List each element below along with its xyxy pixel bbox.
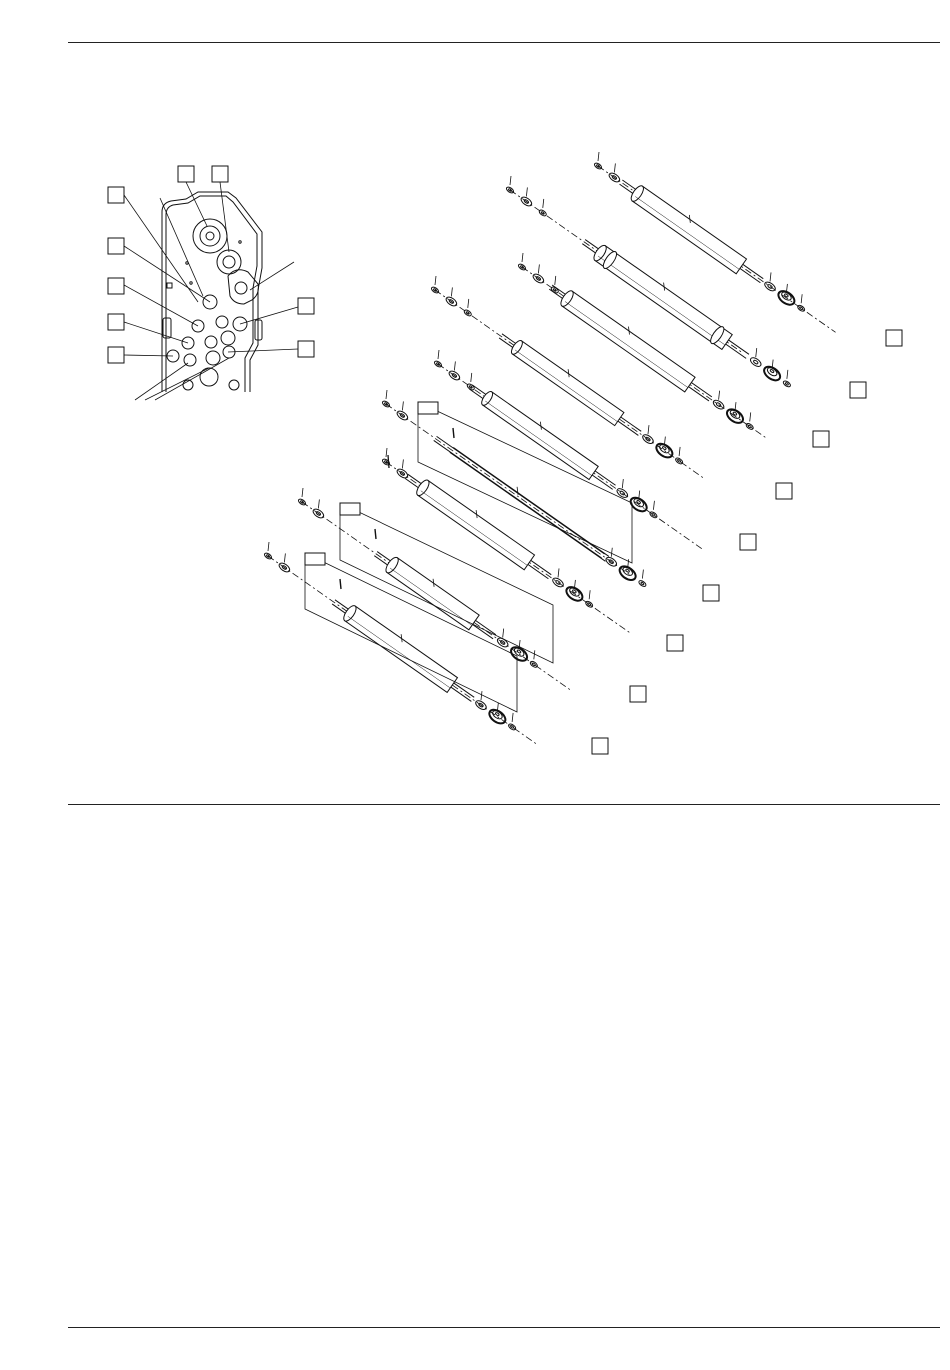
frame-dot-2 xyxy=(190,282,192,284)
roller-8-roller-body-highlight xyxy=(390,568,472,625)
roller-5-leader-a xyxy=(438,350,439,359)
roller-8-leader-f xyxy=(534,650,535,659)
parallel-pin xyxy=(388,455,389,468)
roller-5-roller-body xyxy=(483,392,599,480)
roller-6-leader-a xyxy=(386,390,387,399)
roller-6-e-ring-right xyxy=(638,579,647,587)
roller-4-drive-gear-bore xyxy=(662,446,666,450)
roller-6-callout-box xyxy=(703,585,719,601)
frame-outline xyxy=(162,192,262,392)
roller-4-callout-box xyxy=(776,483,792,499)
roller-8-leader-a xyxy=(302,488,303,497)
frame-gear-upper-hub xyxy=(206,232,214,240)
kit-2-pin xyxy=(375,529,376,539)
kit-3-pin xyxy=(340,579,341,589)
frame-callout-box-2 xyxy=(212,166,228,182)
roller-3-collar-left-hole xyxy=(553,288,557,291)
roller-3-leader-d xyxy=(719,391,720,400)
roller-8-e-ring-right xyxy=(529,660,538,668)
roller-2-e-ring-right-hole xyxy=(785,382,789,385)
roller-2-leader-b xyxy=(526,187,527,196)
frame-callout-box-8 xyxy=(298,298,314,314)
frame-callout-box-5 xyxy=(108,278,124,294)
roller-2-leader-c xyxy=(543,199,544,208)
roller-1-leader-f xyxy=(801,294,802,303)
roller-4-roller-body xyxy=(512,341,624,426)
roller-6-e-ring-right-hole xyxy=(641,582,645,585)
roller-4-leader-a xyxy=(435,276,436,285)
roller-9-leader-d xyxy=(481,691,482,700)
roller-8-e-ring-right-hole xyxy=(532,663,536,666)
roller-4-leader-c xyxy=(468,299,469,308)
roller-4-roller-body-highlight xyxy=(515,350,617,422)
frame-gear-middle-inner xyxy=(223,256,235,268)
roller-9-roller-body-highlight xyxy=(348,616,450,688)
roller-6-leader-d xyxy=(611,548,612,557)
frame-callout-box-3 xyxy=(108,187,124,203)
frame-square-hole xyxy=(167,283,172,288)
roller-7-roller-body xyxy=(418,480,535,569)
roller-5-roller-body-highlight xyxy=(485,401,591,476)
roller-4-collar-left xyxy=(463,309,472,317)
roller-2-e-ring-right xyxy=(782,380,791,388)
roller-2-leader-d xyxy=(756,348,757,357)
roller-5-e-ring-right-hole xyxy=(652,513,656,516)
frame-leader-lines xyxy=(124,182,298,400)
roller-5-e-ring-right xyxy=(649,511,658,519)
roller-2-callout-box xyxy=(850,382,866,398)
roller-9-leader-f xyxy=(512,713,513,722)
roller-1-callout-box xyxy=(886,330,902,346)
roller-5-leader-d xyxy=(622,479,623,488)
frame-lever xyxy=(228,270,258,304)
roller-1-roller-body-highlight xyxy=(635,196,739,269)
roller-5-leader-b xyxy=(454,361,455,370)
roller-7-leader-a xyxy=(386,448,387,457)
roller-7-callout-box xyxy=(667,635,683,651)
frame-roller-bearing-14 xyxy=(229,380,239,390)
roller-7-leader-d xyxy=(558,568,559,577)
frame-roller-bearing-6 xyxy=(205,336,217,348)
roller-9-leader-a xyxy=(268,542,269,551)
roller-1-leader-b xyxy=(614,163,615,172)
frame-roller-bearing-3 xyxy=(216,316,228,328)
roller-3-leader-a xyxy=(522,253,523,262)
roller-4-leader-b xyxy=(451,287,452,296)
roller-7-leader-b xyxy=(402,459,403,468)
roller-1-leader-a xyxy=(598,152,599,161)
roller-7-leader-f xyxy=(589,590,590,599)
roller-3-leader-c xyxy=(555,276,556,285)
roller-3-callout-box xyxy=(813,431,829,447)
roller-3-e-ring-right-hole xyxy=(748,425,752,428)
roller-assemblies xyxy=(263,152,902,754)
roller-6-leader-body xyxy=(517,487,518,495)
roller-4-leader-f xyxy=(679,447,680,456)
roller-1-leader-d xyxy=(770,272,771,281)
roller-3-e-ring-right xyxy=(745,422,754,430)
side-frame-view xyxy=(108,166,314,400)
roller-9-e-ring-right-hole xyxy=(510,725,514,728)
frame-callout-box-4 xyxy=(108,238,124,254)
roller-9-e-ring-right xyxy=(508,723,517,731)
roller-4-e-ring-right-hole xyxy=(677,459,681,462)
frame-callout-box-7 xyxy=(108,347,124,363)
frame-roller-bearing-7 xyxy=(221,331,235,345)
roller-6-drive-gear-bore xyxy=(625,569,629,573)
frame-callout-box-6 xyxy=(108,314,124,330)
frame-roller-bearing-10 xyxy=(206,351,220,365)
roller-1-e-ring-right xyxy=(797,304,806,312)
frame-dot-3 xyxy=(239,241,241,243)
frame-lever-pivot xyxy=(235,282,247,294)
roller-8-callout-box xyxy=(630,686,646,702)
frame-callout-box-1 xyxy=(178,166,194,182)
roller-7-roller-body-highlight xyxy=(421,491,527,566)
kit-1-pin xyxy=(453,428,454,438)
kit-2-tag xyxy=(340,503,360,515)
roller-9-drive-gear-bore xyxy=(495,712,499,716)
roller-5-leader-c xyxy=(471,373,472,382)
roller-8-leader-b xyxy=(318,499,319,508)
roller-1-e-ring-right-hole xyxy=(799,307,803,310)
roller-7-e-ring-right-hole xyxy=(587,603,591,606)
roller-9-callout-box xyxy=(592,738,608,754)
frame-gear-upper xyxy=(193,219,227,253)
roller-3-roller-body-highlight xyxy=(565,301,688,387)
roller-2-leader-a xyxy=(510,176,511,185)
roller-5-callout-box xyxy=(740,534,756,550)
roller-4-e-ring-right xyxy=(675,457,684,465)
roller-2-drive-gear-bore xyxy=(770,369,774,373)
roller-3-leader-b xyxy=(538,264,539,273)
roller-5-leader-f xyxy=(653,501,654,510)
roller-6-leader-f xyxy=(642,570,643,579)
roller-7-e-ring-right xyxy=(585,600,594,608)
roller-8-leader-d xyxy=(503,629,504,638)
roller-6-leader-b xyxy=(402,401,403,410)
roller-9-leader-b xyxy=(284,553,285,562)
frame-roller-bearing-12 xyxy=(200,368,218,386)
roller-2-leader-f xyxy=(787,370,788,379)
frame-callout-box-9 xyxy=(298,341,314,357)
roller-8-roller-body xyxy=(387,558,479,630)
roller-2-bushing-right-hole xyxy=(753,360,758,365)
roller-8-drive-gear-bore xyxy=(517,649,521,653)
roller-1-roller-body xyxy=(632,186,746,274)
roller-4-leader-d xyxy=(648,425,649,434)
kit-3-tag xyxy=(305,553,325,565)
kit-1-tag xyxy=(418,402,438,414)
frame-gear-upper-inner xyxy=(200,226,220,246)
roller-3-leader-f xyxy=(750,412,751,421)
roller-2-bushing-right xyxy=(749,356,763,368)
